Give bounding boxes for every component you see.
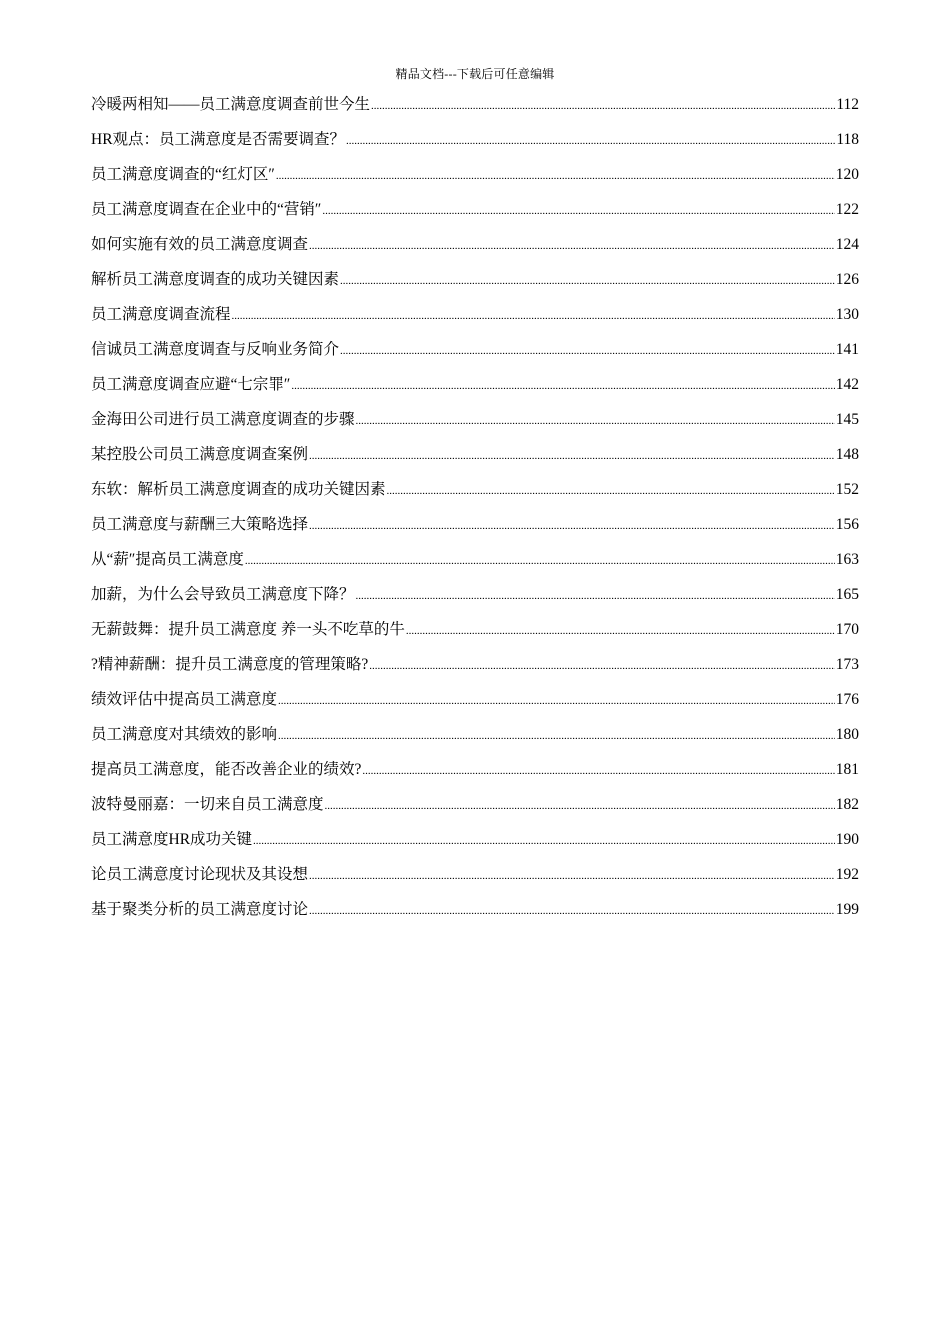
toc-entry-title: 论员工满意度讨论现状及其设想 xyxy=(91,866,309,883)
toc-entry-page-number: 181 xyxy=(835,761,859,778)
toc-entry-title: 如何实施有效的员工满意度调查 xyxy=(91,236,309,253)
toc-entry[interactable] xyxy=(91,476,859,511)
toc-dot-leader xyxy=(309,861,835,890)
toc-entry-page-number: 156 xyxy=(835,516,859,533)
toc-entry-title: ?精神薪酬：提升员工满意度的管理策略? xyxy=(91,656,369,673)
toc-entry-title: 绩效评估中提高员工满意度 xyxy=(91,691,278,708)
toc-entry[interactable] xyxy=(91,336,859,371)
toc-dot-leader xyxy=(253,826,835,855)
toc-entry[interactable] xyxy=(91,371,859,406)
toc-entry-page-number: 199 xyxy=(835,901,859,918)
toc-entry-title: 员工满意度HR成功关键 xyxy=(91,831,253,848)
toc-entry-page-number: 112 xyxy=(836,96,859,113)
toc-dot-leader xyxy=(362,756,834,785)
toc-entry[interactable] xyxy=(91,406,859,441)
toc-entry[interactable] xyxy=(91,896,859,931)
toc-entry-title: 东软：解析员工满意度调查的成功关键因素 xyxy=(91,481,386,498)
toc-dot-leader xyxy=(291,371,834,400)
toc-entry[interactable] xyxy=(91,91,859,126)
toc-entry-page-number: 122 xyxy=(835,201,859,218)
toc-entry-title: 从“薪″提高员工满意度 xyxy=(91,551,244,568)
toc-entry[interactable] xyxy=(91,686,859,721)
toc-entry-title: 员工满意度对其绩效的影响 xyxy=(91,726,278,743)
toc-entry-page-number: 152 xyxy=(835,481,859,498)
toc-entry-page-number: 145 xyxy=(835,411,859,428)
toc-dot-leader xyxy=(245,546,835,575)
toc-entry[interactable] xyxy=(91,231,859,266)
toc-entry-page-number: 163 xyxy=(835,551,859,568)
toc-dot-leader xyxy=(340,336,835,365)
toc-entry-title: 无薪鼓舞：提升员工满意度 养一头不吃草的牛 xyxy=(91,621,405,638)
toc-dot-leader xyxy=(309,511,835,540)
toc-entry-title: 加薪，为什么会导致员工满意度下降？ xyxy=(91,586,355,603)
toc-entry-title: 基于聚类分析的员工满意度讨论 xyxy=(91,901,309,918)
toc-dot-leader xyxy=(346,126,835,155)
toc-entry[interactable] xyxy=(91,581,859,616)
toc-entry[interactable] xyxy=(91,721,859,756)
toc-entry-title: HR观点：员工满意度是否需要调查？ xyxy=(91,131,346,148)
toc-entry-page-number: 173 xyxy=(835,656,859,673)
toc-entry[interactable] xyxy=(91,826,859,861)
toc-entry-title: 解析员工满意度调查的成功关键因素 xyxy=(91,271,340,288)
toc-entry-title: 员工满意度调查应避“七宗罪″ xyxy=(91,376,291,393)
toc-entry[interactable] xyxy=(91,546,859,581)
toc-entry-page-number: 192 xyxy=(835,866,859,883)
toc-entry[interactable] xyxy=(91,266,859,301)
toc-entry-page-number: 141 xyxy=(835,341,859,358)
toc-entry-page-number: 190 xyxy=(835,831,859,848)
toc-entry-page-number: 182 xyxy=(835,796,859,813)
toc-entry-title: 某控股公司员工满意度调查案例 xyxy=(91,446,309,463)
toc-entry[interactable] xyxy=(91,651,859,686)
toc-entry-page-number: 120 xyxy=(835,166,859,183)
toc-entry[interactable] xyxy=(91,861,859,896)
toc-dot-leader xyxy=(356,581,835,610)
toc-entry[interactable] xyxy=(91,161,859,196)
toc-entry-page-number: 170 xyxy=(835,621,859,638)
toc-entry-page-number: 126 xyxy=(835,271,859,288)
toc-entry[interactable] xyxy=(91,196,859,231)
toc-entry-title: 波特曼丽嘉：一切来自员工满意度 xyxy=(91,796,324,813)
toc-entry-title: 信诚员工满意度调查与反响业务简介 xyxy=(91,341,340,358)
toc-dot-leader xyxy=(309,231,835,260)
toc-entry-title: 员工满意度调查流程 xyxy=(91,306,231,323)
toc-entry-title: 冷暖两相知——员工满意度调查前世今生 xyxy=(91,96,371,113)
toc-dot-leader xyxy=(309,441,835,470)
toc-dot-leader xyxy=(356,406,835,435)
toc-entry-page-number: 130 xyxy=(835,306,859,323)
toc-entry[interactable] xyxy=(91,756,859,791)
toc-entry[interactable] xyxy=(91,791,859,826)
toc-entry[interactable] xyxy=(91,616,859,651)
toc-entry[interactable] xyxy=(91,301,859,336)
toc-entry[interactable] xyxy=(91,511,859,546)
table-of-contents xyxy=(91,91,859,931)
toc-dot-leader xyxy=(322,196,834,225)
toc-dot-leader xyxy=(371,91,835,120)
toc-dot-leader xyxy=(278,686,835,715)
toc-entry-title: 员工满意度与薪酬三大策略选择 xyxy=(91,516,309,533)
toc-entry-page-number: 148 xyxy=(835,446,859,463)
toc-entry-title: 员工满意度调查的“红灯区″ xyxy=(91,166,275,183)
toc-dot-leader xyxy=(387,476,835,505)
toc-dot-leader xyxy=(278,721,835,750)
toc-entry-title: 员工满意度调查在企业中的“营销″ xyxy=(91,201,322,218)
toc-dot-leader xyxy=(325,791,835,820)
toc-entry[interactable] xyxy=(91,441,859,476)
toc-entry-title: 金海田公司进行员工满意度调查的步骤 xyxy=(91,411,355,428)
toc-entry-page-number: 124 xyxy=(835,236,859,253)
toc-entry-page-number: 118 xyxy=(836,131,859,148)
toc-entry-title: 提高员工满意度，能否改善企业的绩效? xyxy=(91,761,362,778)
toc-dot-leader xyxy=(232,301,835,330)
toc-entry-page-number: 180 xyxy=(835,726,859,743)
toc-dot-leader xyxy=(276,161,835,190)
toc-dot-leader xyxy=(309,896,835,925)
toc-entry[interactable] xyxy=(91,126,859,161)
toc-entry-page-number: 176 xyxy=(835,691,859,708)
toc-entry-page-number: 142 xyxy=(835,376,859,393)
toc-dot-leader xyxy=(340,266,835,295)
page-header: 精品文档---下载后可任意编辑 xyxy=(395,67,555,81)
toc-entry-page-number: 165 xyxy=(835,586,859,603)
toc-dot-leader xyxy=(369,651,834,680)
toc-dot-leader xyxy=(406,616,835,645)
